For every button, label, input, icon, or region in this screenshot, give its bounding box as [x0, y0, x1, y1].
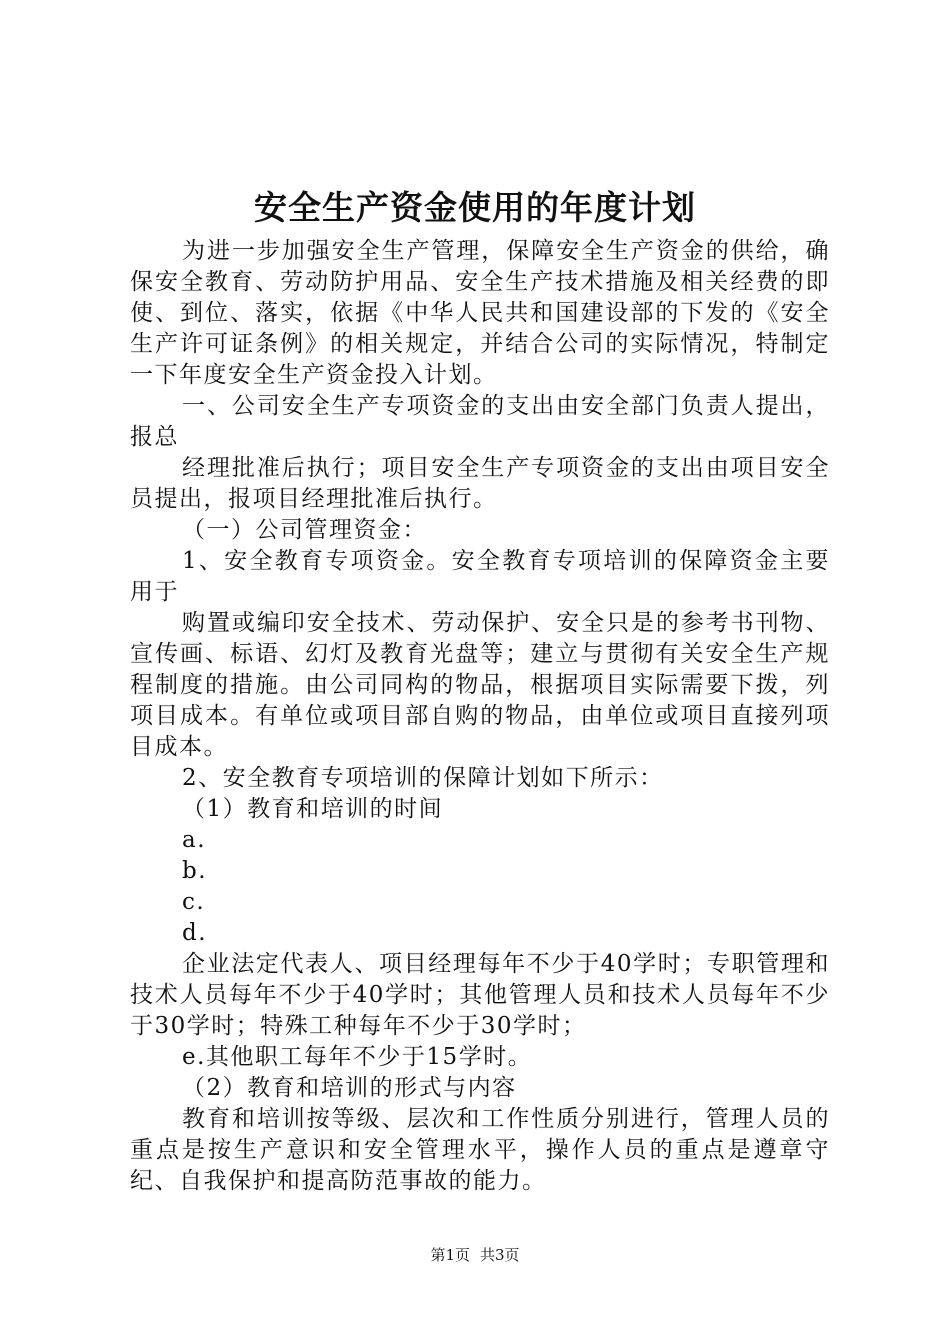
paragraph-training-form-heading: （2）教育和培训的形式与内容 — [182, 1075, 517, 1101]
page-total: 共3页 — [480, 1246, 520, 1264]
paragraph-training-time-heading: （1）教育和培训的时间 — [182, 796, 444, 822]
list-item-d: d. — [182, 920, 208, 946]
document-body — [130, 236, 830, 1197]
paragraph-training-hours: 企业法定代表人、项目经理每年不少于40学时；专职管理和技术人员每年不少于40学时；其他管理人员和技术人员每年不少于30学时；特殊工种每年不少于30学时； — [130, 951, 830, 1039]
paragraph-purchase: 购置或编印安全技术、劳动保护、安全只是的参考书刊物、宣传画、标语、幻灯及教育光盘等；建立与贯彻有关安全生产规程制度的措施。由公司同构的物品，根据项目实际需要下拨，列项目成本。有单位或项目部自购的物品，由单位或项目直接列项目成本。 — [130, 610, 830, 760]
paragraph-company-funds-heading: （一）公司管理资金： — [182, 517, 427, 543]
document-title: 安全生产资金使用的年度计划 — [254, 188, 696, 227]
page-footer — [0, 1244, 950, 1266]
list-item-b: b. — [182, 858, 208, 884]
paragraph-approval: 经理批准后执行；项目安全生产专项资金的支出由项目安全员提出，报项目经理批准后执行。 — [130, 455, 830, 512]
page-number: 第1页 — [430, 1246, 470, 1264]
list-item-c: c. — [182, 889, 206, 915]
paragraph-education-funds: 1、安全教育专项资金。安全教育专项培训的保障资金主要用于 — [130, 548, 830, 605]
paragraph-training-plan: 2、安全教育专项培训的保障计划如下所示： — [182, 765, 664, 791]
list-item-a: a. — [182, 827, 207, 853]
paragraph-training-content: 教育和培训按等级、层次和工作性质分别进行，管理人员的重点是按生产意识和安全管理水平，操作人员的重点是遵章守纪、自我保护和提高防范事故的能力。 — [130, 1106, 830, 1194]
paragraph-section-one: 一、公司安全生产专项资金的支出由安全部门负责人提出，报总 — [130, 393, 830, 450]
list-item-e: e.其他职工每年不少于15学时。 — [182, 1044, 533, 1070]
paragraph-intro: 为进一步加强安全生产管理，保障安全生产资金的供给，确保安全教育、劳动防护用品、安全生产技术措施及相关经费的即使、到位、落实，依据《中华人民共和国建设部的下发的《安全生产许可证条例》的相关规定，并结合公司的实际情况，特制定一下年度安全生产资金投入计划。 — [130, 238, 830, 388]
